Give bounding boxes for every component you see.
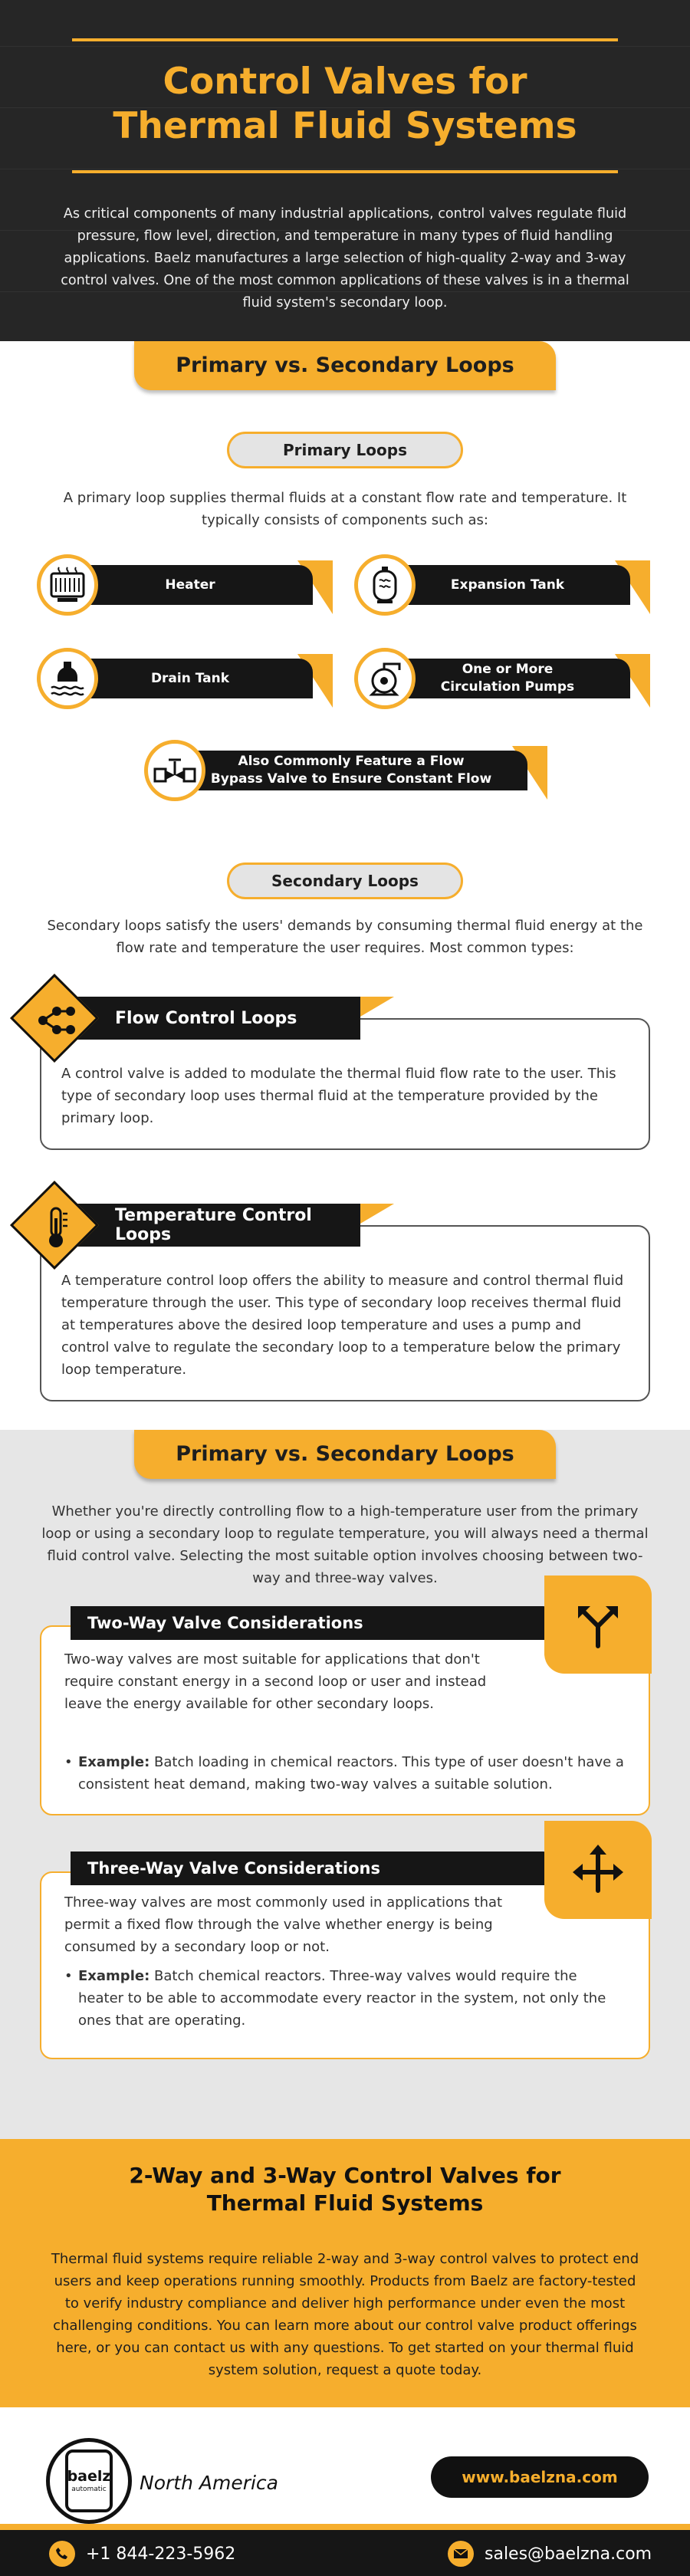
flow-control-title: Flow Control Loops (54, 997, 360, 1040)
component-heater (37, 554, 337, 616)
top-divider (72, 38, 618, 41)
cta-text: Thermal fluid systems require reliable 2-way and 3-way control valves to protect end users and keep operations running smoothly. Products from Baelz are factory-tested to verify industry compliance and deliver high performance under even the most challenging conditions. You can learn more about our control valve product offerings here, or you can contact us with any questions. To get started on your thermal fluid system solution, request a quote today. (51, 2251, 639, 2378)
expansion-tank-icon (354, 554, 416, 616)
primary-loops-pill: Primary Loops (227, 432, 463, 468)
component-label: Also Commonly Feature a Flow Bypass Valve to Ensure Constant Flow (175, 751, 527, 790)
loops-banner: Primary vs. Secondary Loops (134, 341, 556, 390)
component-label: Expansion Tank (385, 565, 630, 605)
baelz-logo[interactable]: baelz automatic (46, 2438, 132, 2524)
valve-section (0, 1430, 690, 2139)
region-label: North America (140, 2472, 278, 2494)
secondary-loops-text: Secondary loops satisfy the users' demands by consuming thermal fluid energy at the flow rate and temperature the user requires. Most common types: (47, 918, 643, 956)
split-arrow-icon (544, 1576, 652, 1674)
three-way-arrow-icon (544, 1821, 652, 1919)
phone-link[interactable]: +1 844-223-5962 (49, 2541, 235, 2567)
component-label: One or More Circulation Pumps (385, 659, 630, 698)
temperature-control-text: A temperature control loop offers the ability to measure and control thermal fluid temperature through the user. This type of secondary loop receives thermal fluid at temperatures above the desired loop temperature and uses a pump and control valve to regulate the secondary loop to a temperature below the primary loop temperature. (61, 1273, 624, 1378)
valves-banner: Primary vs. Secondary Loops (134, 1430, 556, 1479)
flow-control-text: A control valve is added to modulate the thermal fluid flow rate to the user. This type of secondary loop uses thermal fluid at the temperature provided by the primary loop. (61, 1066, 616, 1126)
temperature-control-title: Temperature Control Loops (54, 1204, 360, 1247)
component-bypass-valve (144, 740, 552, 801)
three-way-example: • Example: Batch chemical reactors. Three-way valves would require the heater to be able to accommodate every reactor in the system, not only the ones that are operating. (64, 1965, 626, 2032)
component-expansion-tank (354, 554, 655, 616)
heater-icon (37, 554, 98, 616)
two-way-example: • Example: Batch loading in chemical reactors. This type of user doesn't have a consistent heat demand, making two-way valves a suitable solution. (64, 1751, 626, 1796)
component-circulation-pumps (354, 648, 655, 709)
contact-bar (0, 2530, 690, 2576)
title-divider (72, 170, 618, 173)
drain-tank-icon (37, 648, 98, 709)
three-way-text: Three-way valves are most commonly used in applications that permit a fixed flow through the valve whether energy is being consumed by a secondary loop or not. (64, 1894, 503, 1955)
component-drain-tank (37, 648, 337, 709)
cta-title: 2-Way and 3-Way Control Valves for Thermal Fluid Systems (129, 2163, 561, 2216)
pump-icon (354, 648, 416, 709)
website-link[interactable]: www.baelzna.com (431, 2456, 649, 2498)
component-label: Heater (67, 565, 313, 605)
loops-section (0, 341, 690, 1430)
title-line-1: Control Valves for (163, 61, 527, 103)
three-way-title: Three-Way Valve Considerations (71, 1852, 554, 1885)
valve-icon (144, 740, 205, 801)
page-title (0, 60, 690, 149)
phone-icon (49, 2541, 75, 2567)
hero-header (0, 0, 690, 341)
primary-loops-text: A primary loop supplies thermal fluids at a constant flow rate and temperature. It typically consists of components such as: (63, 490, 627, 528)
two-way-text: Two-way valves are most suitable for applications that don't require constant energy in a second loop or user and instead leave the energy available for other secondary loops. (64, 1651, 487, 1712)
valves-intro: Whether you're directly controlling flow to a high-temperature user from the primary loop or using a secondary loop to regulate temperature, you will always need a thermal fluid control valve. Selecting the most suitable option involves choosing between two-way and three-way valves. (41, 1503, 649, 1586)
cta-section (0, 2139, 690, 2407)
intro-text: As critical components of many industrial applications, control valves regulate fluid pressure, flow level, direction, and temperature in many types of fluid handling applications. Baelz manufactures a large selection of high-quality 2-way and 3-way control valves. One of the most common applications of these valves is in a thermal fluid system's secondary loop. (61, 206, 629, 310)
secondary-loops-pill: Secondary Loops (227, 863, 463, 899)
title-line-2: Thermal Fluid Systems (113, 105, 577, 147)
footer (0, 2407, 690, 2576)
email-link[interactable]: sales@baelzna.com (448, 2541, 652, 2567)
flow-network-icon (23, 987, 90, 1054)
email-icon (448, 2541, 474, 2567)
component-label: Drain Tank (67, 659, 313, 698)
two-way-title: Two-Way Valve Considerations (71, 1606, 554, 1640)
thermometer-icon (23, 1194, 90, 1261)
temperature-control-card (40, 1225, 650, 1401)
